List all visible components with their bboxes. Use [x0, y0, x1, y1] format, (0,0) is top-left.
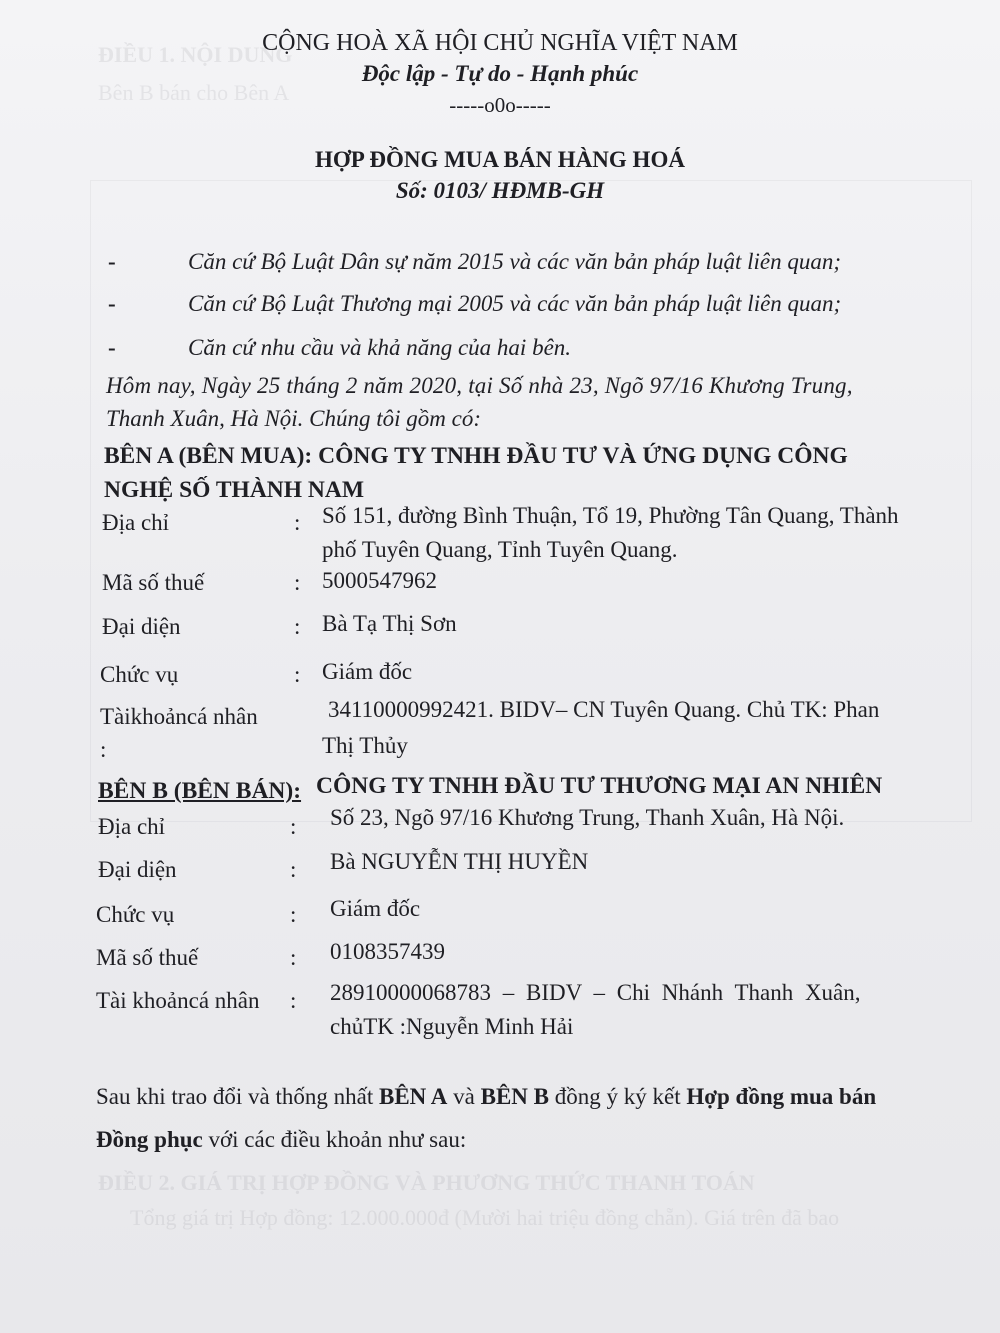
party-a-tax-code: 5000547962	[322, 568, 437, 593]
party-a-address: Số 151, đường Bình Thuận, Tổ 19, Phường Tân Quang, Thành	[322, 503, 899, 528]
field-colon: :	[294, 662, 301, 687]
party-a-ref: BÊN A	[379, 1084, 448, 1109]
party-a-position: Giám đốc	[322, 659, 413, 684]
show-through-text: Bên B bán cho Bên A	[98, 80, 290, 105]
field-label: Đại diện	[98, 857, 177, 882]
basis-bullet: -	[108, 335, 116, 360]
party-b-address: Số 23, Ngõ 97/16 Khương Trung, Thanh Xuân, Hà Nội.	[330, 805, 845, 830]
party-a-heading: BÊN A (BÊN MUA): CÔNG TY TNHH ĐẦU TƯ VÀ ỨNG DỤNG CÔNG	[104, 443, 848, 469]
field-label: Mã số thuế	[96, 945, 199, 970]
country-name: CỘNG HOÀ XÃ HỘI CHỦ NGHĨA VIỆT NAM	[262, 30, 738, 56]
show-through-text: ĐIỀU 2. GIÁ TRỊ HỢP ĐỒNG VÀ PHƯƠNG THỨC THANH TOÁN	[98, 1170, 755, 1195]
field-label: Chức vụ	[100, 662, 179, 687]
party-a-representative: Bà Tạ Thị Sơn	[322, 611, 457, 636]
show-through-text: Tổng giá trị Hợp đồng: 12.000.000đ (Mười hai triệu đồng chẵn). Giá trên đã bao	[130, 1205, 840, 1230]
party-b-tax-code: 0108357439	[330, 939, 445, 964]
contract-type-ref: Đồng phục	[96, 1127, 203, 1152]
contract-number: Số: 0103/ HĐMB-GH	[395, 178, 605, 203]
field-label: Mã số thuế	[102, 570, 205, 595]
contract-type-ref: Hợp đồng mua bán	[686, 1084, 877, 1109]
party-a-heading: NGHỆ SỐ THÀNH NAM	[104, 477, 365, 503]
field-colon: :	[290, 988, 297, 1013]
field-colon: :	[294, 510, 301, 535]
basis-text: Căn cứ Bộ Luật Dân sự năm 2015 và các văn bản pháp luật liên quan;	[188, 249, 842, 274]
closing-paragraph-line	[96, 1127, 466, 1153]
party-b-representative: Bà NGUYỄN THỊ HUYỀN	[330, 849, 589, 874]
national-motto: Độc lập - Tự do - Hạnh phúc	[361, 61, 639, 86]
party-b-bank-account: chủTK :Nguyễn Minh Hải	[330, 1014, 574, 1039]
party-a-bank-account: Thị Thủy	[322, 733, 408, 758]
field-colon: :	[290, 945, 297, 970]
party-a-bank-account: 34110000992421. BIDV– CN Tuyên Quang. Chủ TK: Phan	[328, 697, 880, 722]
basis-bullet: -	[108, 291, 116, 316]
field-colon: :	[290, 857, 297, 882]
closing-paragraph-line	[96, 1084, 876, 1110]
field-colon: :	[294, 614, 301, 639]
basis-text: Căn cứ nhu cầu và khả năng của hai bên.	[188, 335, 572, 360]
party-b-bank-account: 28910000068783 – BIDV – Chi Nhánh Thanh Xuân,	[330, 980, 861, 1005]
field-colon: :	[290, 814, 297, 839]
field-label: Tàikhoảncá nhân	[100, 704, 258, 729]
closing-text: với các điều khoản như sau:	[202, 1127, 467, 1152]
closing-text: Sau khi trao đổi và thống nhất	[96, 1084, 379, 1109]
show-through-text: ĐIỀU 1. NỘI DUNG	[98, 42, 293, 67]
party-b-ref: BÊN B	[480, 1084, 549, 1109]
field-colon: :	[290, 902, 297, 927]
party-a-address: phố Tuyên Quang, Tỉnh Tuyên Quang.	[322, 537, 678, 562]
field-label: Đại diện	[102, 614, 181, 639]
party-b-heading-name: CÔNG TY TNHH ĐẦU TƯ THƯƠNG MẠI AN NHIÊN	[316, 773, 883, 799]
party-b-heading-label: BÊN B (BÊN BÁN):	[98, 778, 302, 804]
field-colon: :	[294, 570, 301, 595]
basis-text: Căn cứ Bộ Luật Thương mại 2005 và các văn bản pháp luật liên quan;	[188, 291, 842, 316]
basis-bullet: -	[108, 249, 116, 274]
field-colon: :	[100, 737, 107, 762]
closing-text: và	[447, 1084, 481, 1109]
field-label: Địa chỉ	[102, 510, 170, 535]
field-label: Chức vụ	[96, 902, 175, 927]
party-b-position: Giám đốc	[330, 896, 421, 921]
field-label: Địa chỉ	[98, 814, 166, 839]
field-label: Tài khoảncá nhân	[96, 988, 260, 1013]
header-divider: -----o0o-----	[449, 93, 551, 117]
intro-line: Thanh Xuân, Hà Nội. Chúng tôi gồm có:	[106, 406, 482, 431]
contract-title: HỢP ĐỒNG MUA BÁN HÀNG HOÁ	[315, 147, 685, 172]
closing-text: đồng ý ký kết	[549, 1084, 687, 1109]
intro-line: Hôm nay, Ngày 25 tháng 2 năm 2020, tại Số nhà 23, Ngõ 97/16 Khương Trung,	[106, 373, 853, 398]
